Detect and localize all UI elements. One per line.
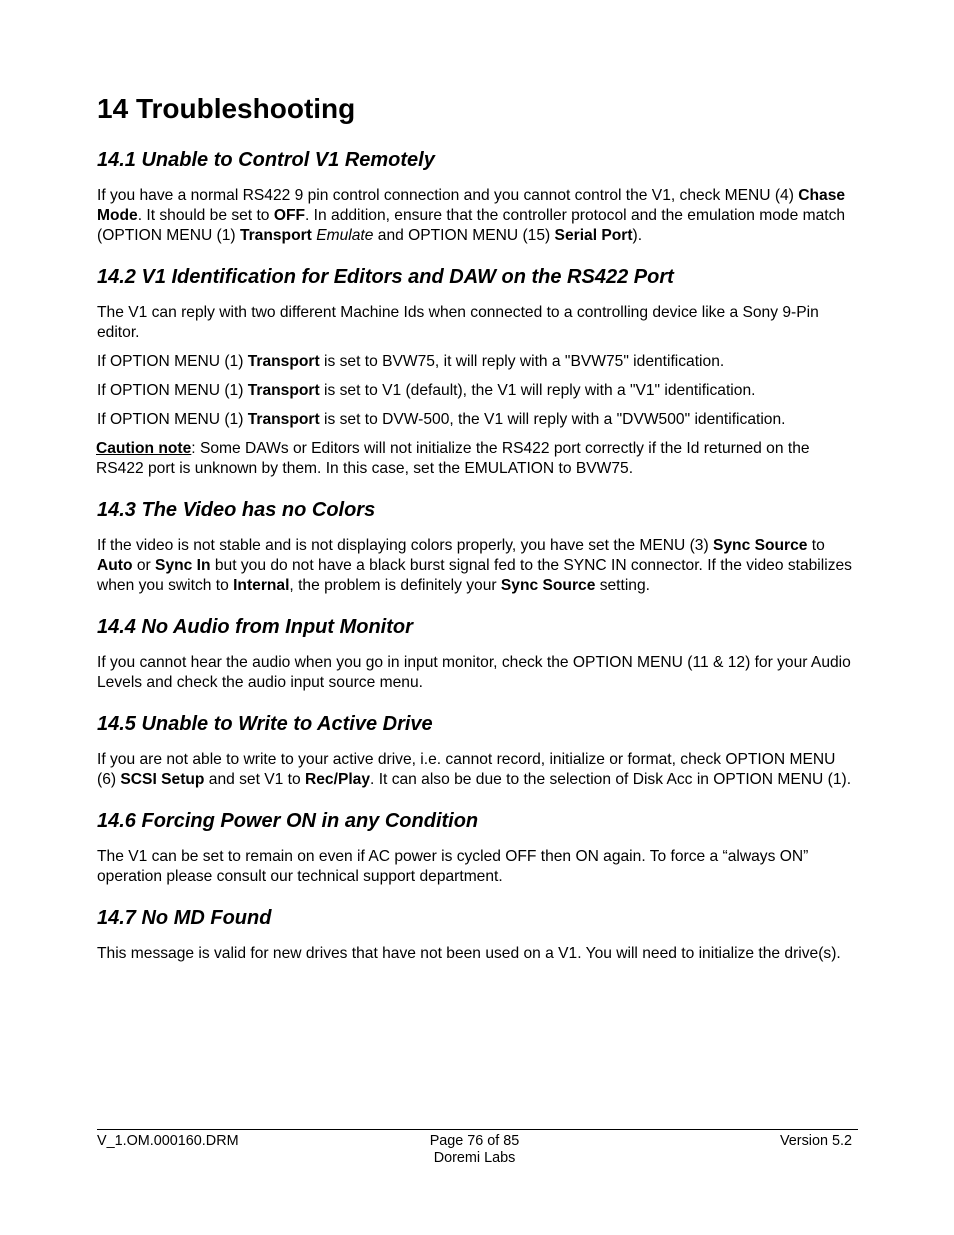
chapter-number: 14	[97, 93, 129, 124]
paragraph: The V1 can reply with two different Machine Ids when connected to a controlling device like a Sony 9-Pin editor.	[97, 303, 819, 341]
caution-label: Caution note	[96, 439, 192, 457]
page-footer	[97, 1129, 858, 1167]
footer-center	[349, 1133, 601, 1167]
paragraph: The V1 can be set to remain on even if AC power is cycled OFF then ON again. To force a “always ON” operation please consult our technical support department.	[97, 847, 809, 885]
footer-doc-id: V_1.OM.000160.DRM	[97, 1133, 239, 1149]
section-heading: 14.6 Forcing Power ON in any Condition	[97, 809, 479, 832]
section-14-2	[97, 265, 858, 479]
paragraph: If you are not able to write to your active drive, i.e. cannot record, initialize or format, check OPTION MENU (6) SCSI Setup and set V1 to Rec/Play. It can also be due to the selection of Disk Acc in OPTION MENU (1).	[97, 750, 852, 788]
section-heading: 14.1 Unable to Control V1 Remotely	[97, 148, 435, 171]
section-14-6	[97, 809, 858, 887]
section-14-5	[97, 712, 858, 790]
footer-page-number: Page 76 of 85	[429, 1133, 520, 1149]
paragraph: If you have a normal RS422 9 pin control connection and you cannot control the V1, check MENU (4) Chase Mode. It should be set to OFF. In addition, ensure that the controller protocol and the emulation mode match (OPTION MENU (1) Transport Emulate and OPTION MENU (15) Serial Port).	[97, 186, 846, 244]
section-14-4	[97, 615, 858, 693]
section-heading: 14.2 V1 Identification for Editors and DAW on the RS422 Port	[97, 265, 674, 288]
paragraph: If OPTION MENU (1) Transport is set to DVW-500, the V1 will reply with a "DVW500" identification.	[97, 410, 786, 428]
chapter-title-text: Troubleshooting	[135, 93, 356, 124]
section-14-1	[97, 148, 858, 246]
caution-note: Caution note: Some DAWs or Editors will not initialize the RS422 port correctly if the Id returned on the RS422 port is unknown by them. In this case, set the EMULATION to BVW75.	[96, 439, 810, 477]
section-heading: 14.3 The Video has no Colors	[97, 498, 376, 521]
section-heading: 14.7 No MD Found	[97, 906, 272, 929]
section-14-3	[97, 498, 858, 596]
section-14-7	[97, 906, 858, 964]
footer-company: Doremi Labs	[433, 1150, 516, 1166]
paragraph: If you cannot hear the audio when you go in input monitor, check the OPTION MENU (11 & 12) for your Audio Levels and check the audio input source menu.	[97, 653, 851, 691]
paragraph: This message is valid for new drives that have not been used on a V1. You will need to initialize the drive(s).	[97, 944, 841, 962]
paragraph: If OPTION MENU (1) Transport is set to BVW75, it will reply with a "BVW75" identification.	[97, 352, 725, 370]
paragraph: If the video is not stable and is not displaying colors properly, you have set the MENU (3) Sync Source to Auto or Sync In but you do not have a black burst signal fed to the SYNC IN connector. If the video stabilizes when you switch to Internal, the problem is definitely your Sync Source setting.	[97, 536, 852, 594]
section-heading: 14.5 Unable to Write to Active Drive	[97, 712, 433, 735]
paragraph: If OPTION MENU (1) Transport is set to V1 (default), the V1 will reply with a "V1" identification.	[97, 381, 756, 399]
chapter-title	[97, 92, 858, 126]
footer-version: Version 5.2	[780, 1133, 853, 1149]
section-heading: 14.4 No Audio from Input Monitor	[97, 615, 413, 638]
document-page	[97, 92, 858, 983]
